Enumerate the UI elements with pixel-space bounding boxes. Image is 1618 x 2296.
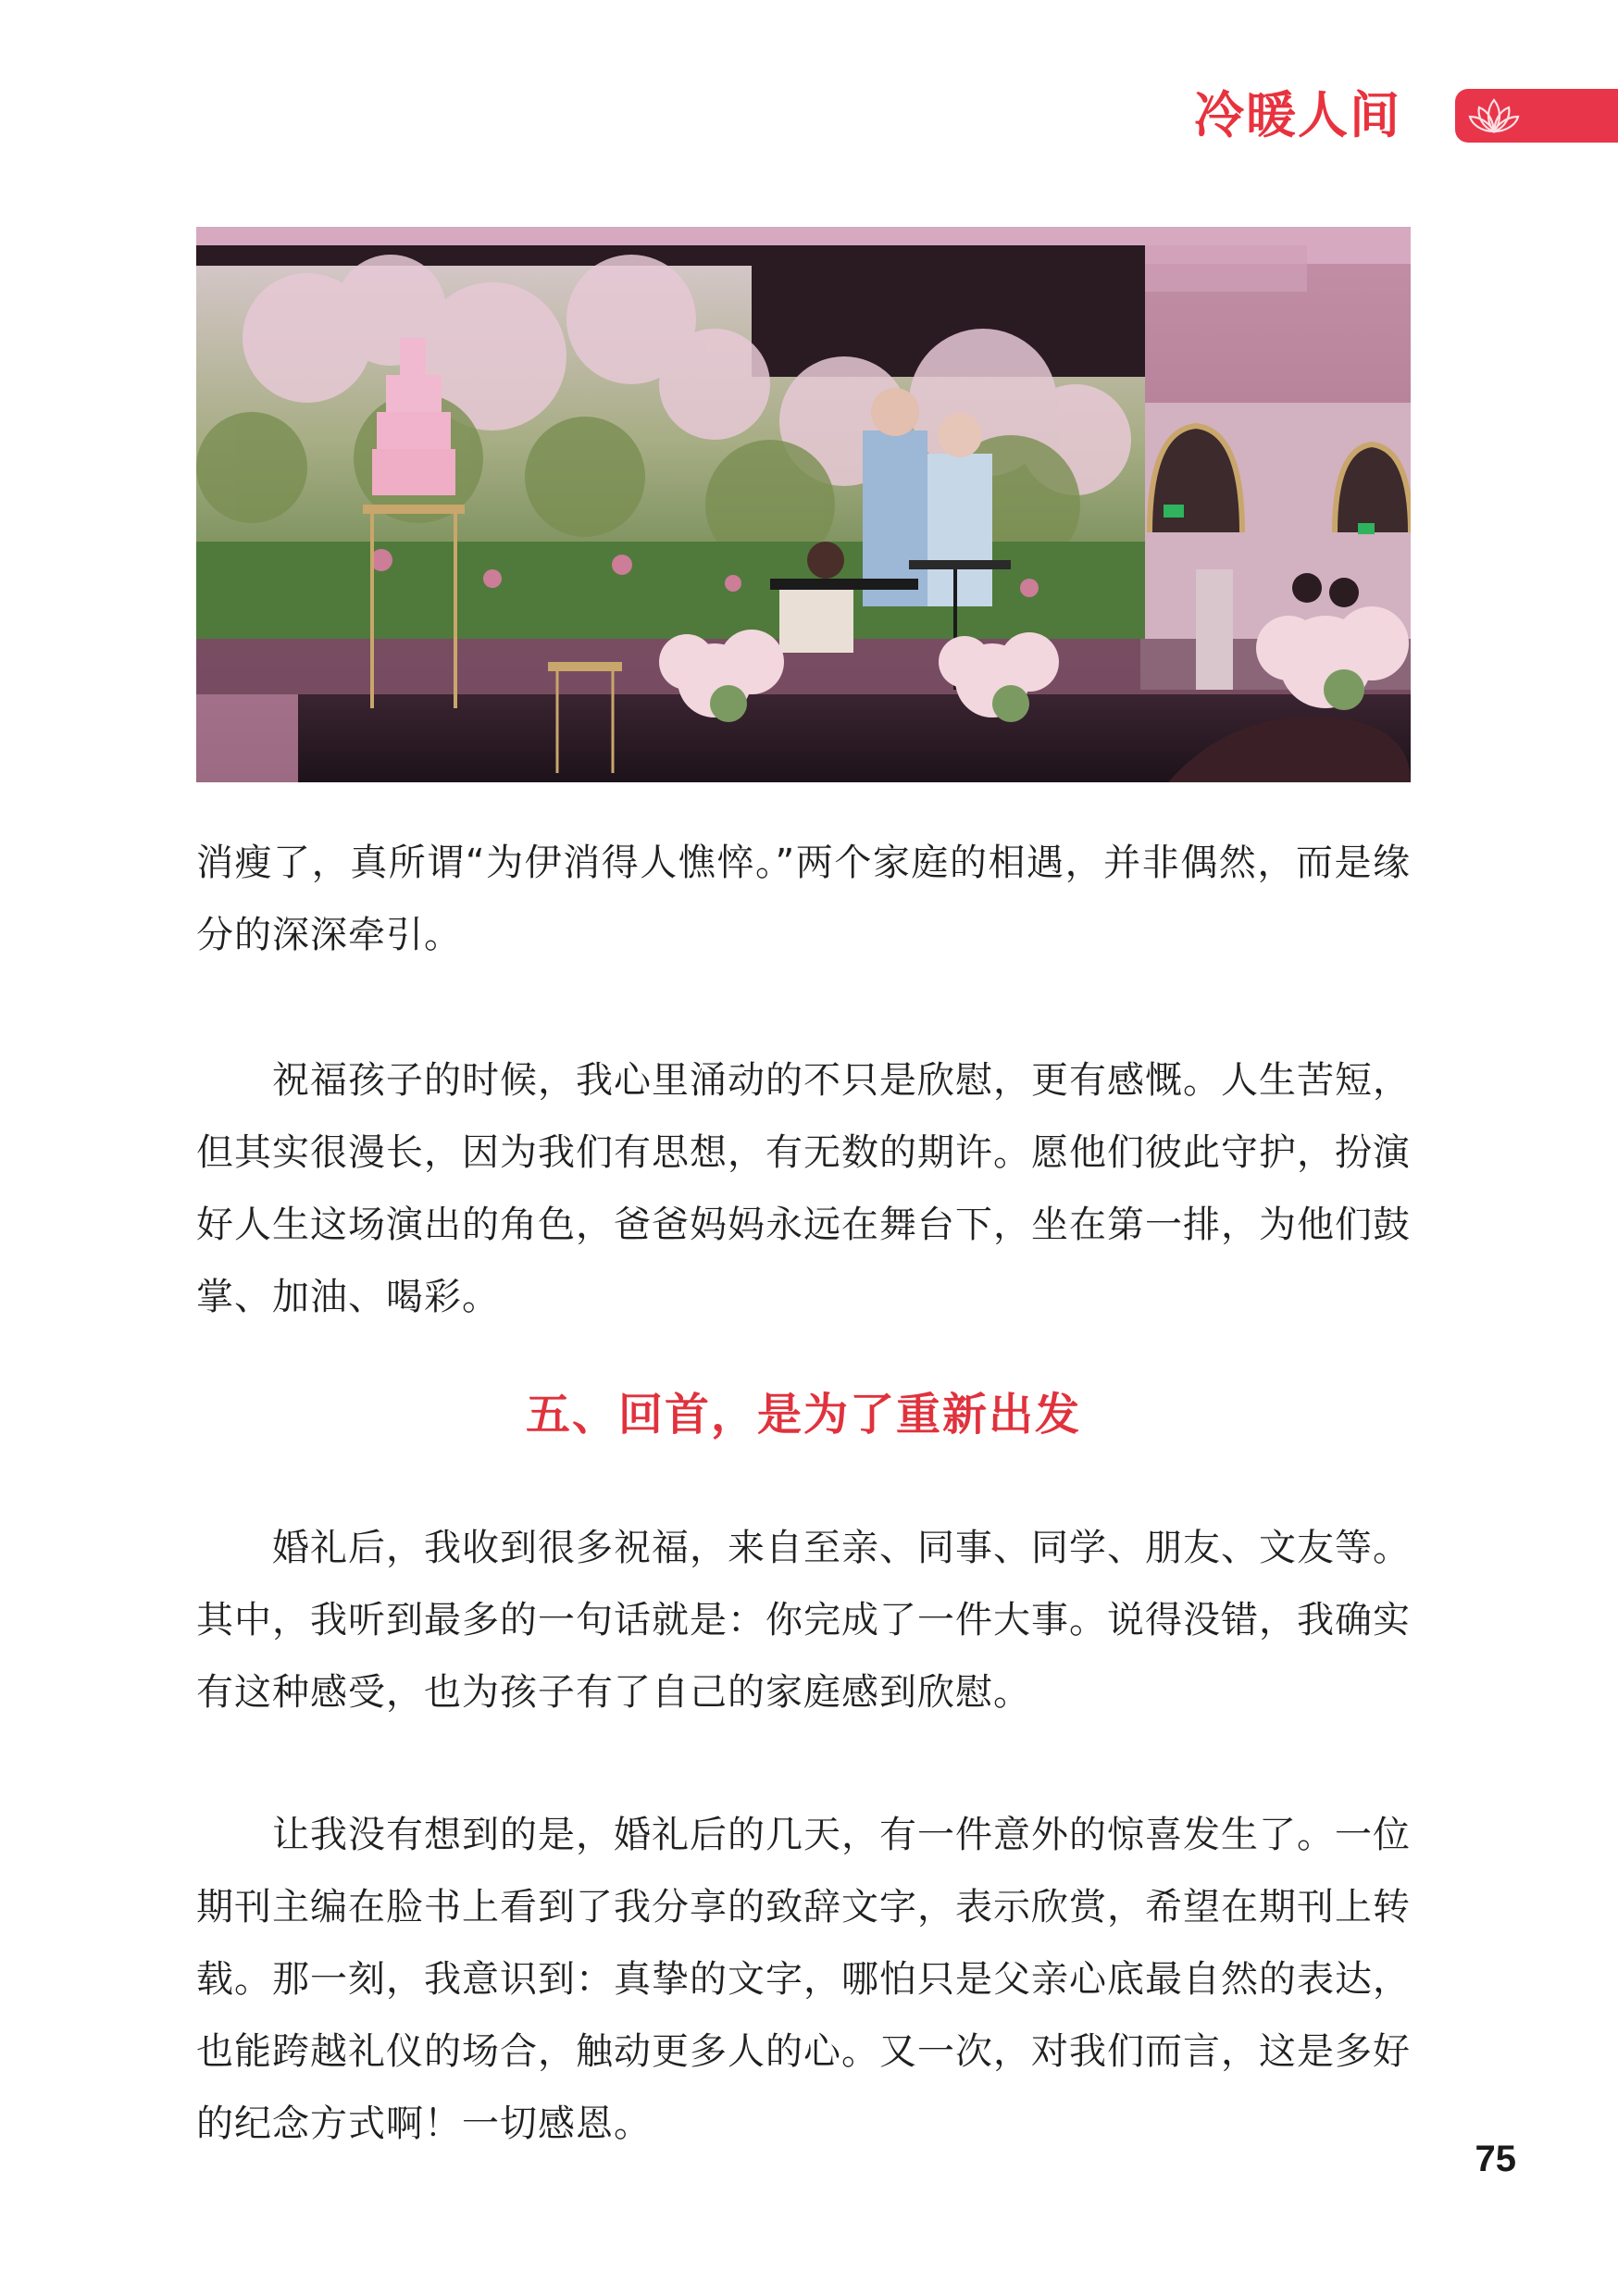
running-header — [1176, 85, 1618, 146]
paragraph-1: 消瘦了，真所谓“为伊消得人憔悴。”两个家庭的相遇，并非偶然，而是缘分的深深牵引。 — [196, 842, 1411, 956]
section-heading: 五、回首，是为了重新出发 — [525, 1389, 1081, 1441]
paragraph-4: 让我没有想到的是，婚礼后的几天，有一件意外的惊喜发生了。一位期刊主编在脸书上看到了我分享的致辞文字，表示欣赏，希望在期刊上转载。那一刻，我意识到：真挚的文字，哪怕只是父亲心底最自然的表达，也能跨越礼仪的场合，触动更多人的心。又一次，对我们而言，这是多好的纪念方式啊！一切感恩。 — [196, 1814, 1411, 2145]
paragraph-2: 祝福孩子的时候，我心里涌动的不只是欣慰，更有感慨。人生苦短，但其实很漫长，因为我们有思想，有无数的期许。愿他们彼此守护，扮演好人生这场演出的角色，爸爸妈妈永远在舞台下，坐在第一排，为他们鼓掌、加油、喝彩。 — [196, 1059, 1411, 1318]
page-number: 75 — [1475, 2139, 1516, 2179]
section-title: 冷暖人间 — [1194, 86, 1401, 144]
lotus-icon — [1468, 96, 1520, 135]
paragraph-3: 婚礼后，我收到很多祝福，来自至亲、同事、同学、朋友、文友等。其中，我听到最多的一句话就是：你完成了一件大事。说得没错，我确实有这种感受，也为孩子有了自己的家庭感到欣慰。 — [196, 1527, 1411, 1714]
header-accent-bar — [1455, 89, 1618, 143]
wedding-stage-photo — [196, 227, 1411, 782]
